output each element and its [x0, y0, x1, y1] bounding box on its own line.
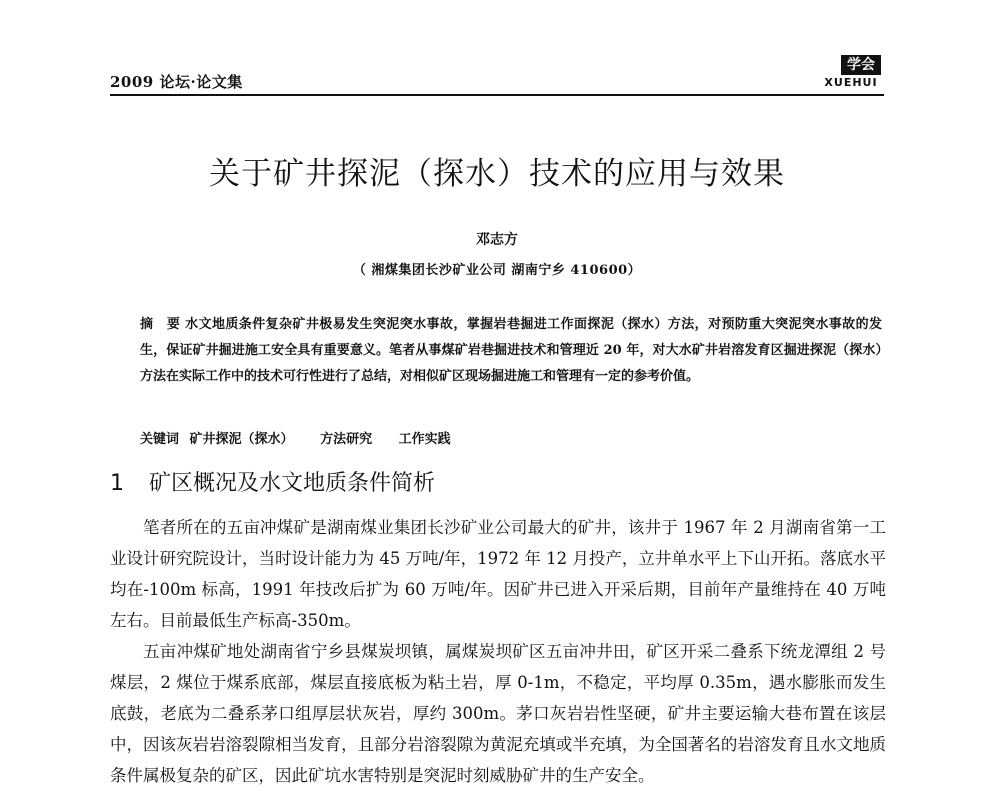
- body-paragraph: 五亩冲煤矿地处湖南省宁乡县煤炭坝镇，属煤炭坝矿区五亩冲井田，矿区开采二叠系下统龙潭组 2 号煤层，2 煤位于煤系底部，煤层直接底板为粘土岩，厚 0-1m，不稳定，平均厚 0.35m，遇水膨胀而发生底鼓，老底为二叠系茅口组厚层状灰岩，厚约 300m。茅口灰岩岩性坚硬，矿井主要运输大巷布置在该层中，因该灰岩岩溶裂隙相当发育，且部分岩溶裂隙为黄泥充填或半充填，为全国著名的岩溶发育且水文地质条件属极复杂的矿区，因此矿坑水害特别是突泥时刻威胁矿井的生产安全。: [110, 642, 886, 785]
- author-affiliation: （ 湘煤集团长沙矿业公司 湖南宁乡 410600）: [352, 263, 642, 278]
- logo-text: XUEHUI: [824, 76, 878, 89]
- body-text: [110, 512, 886, 791]
- header-journal-label: 2009 论坛·论文集: [110, 73, 243, 91]
- abstract-label: 摘 要: [140, 317, 181, 332]
- keyword-item: 方法研究: [320, 432, 373, 447]
- section-number: 1: [110, 471, 124, 496]
- header-rule: [110, 94, 884, 96]
- section-title: 矿区概况及水文地质条件简析: [149, 471, 436, 496]
- body-paragraph: 笔者所在的五亩冲煤矿是湖南煤业集团长沙矿业公司最大的矿井，该井于 1967 年 2 月湖南省第一工业设计研究院设计，当时设计能力为 45 万吨/年，1972 年 12 月投产，立井单水平上下山开拓。落底水平均在-100m 标高，1991 年技改后扩为 60 万吨/年。因矿井已进入开采后期，目前年产量维持在 40 万吨左右。目前最低生产标高-350m。: [110, 518, 886, 630]
- keywords-label: 关键词: [140, 432, 180, 447]
- xuehui-logo: [818, 54, 884, 89]
- running-header: [110, 54, 884, 94]
- keyword-item: 工作实践: [398, 432, 451, 447]
- abstract-text: 水文地质条件复杂矿井极易发生突泥突水事故，掌握岩巷掘进工作面探泥（探水）方法，对预防重大突泥突水事故的发生，保证矿井掘进施工安全具有重要意义。笔者从事煤矿岩巷掘进技术和管理近 20 年，对大水矿井岩溶发育区掘进探泥（探水）方法在实际工作中的技术可行性进行了总结，对相似矿区现场掘进施工和管理有一定的参考价值。: [140, 317, 882, 384]
- paper-title: 关于矿井探泥（探水）技术的应用与效果: [209, 156, 785, 192]
- author-name: 邓志方: [476, 232, 518, 248]
- keywords: [140, 428, 882, 447]
- section-heading: [110, 466, 435, 497]
- keyword-item: 矿井探泥（探水）: [189, 432, 294, 447]
- abstract: [140, 312, 882, 390]
- logo-glyph: 学会: [841, 55, 881, 75]
